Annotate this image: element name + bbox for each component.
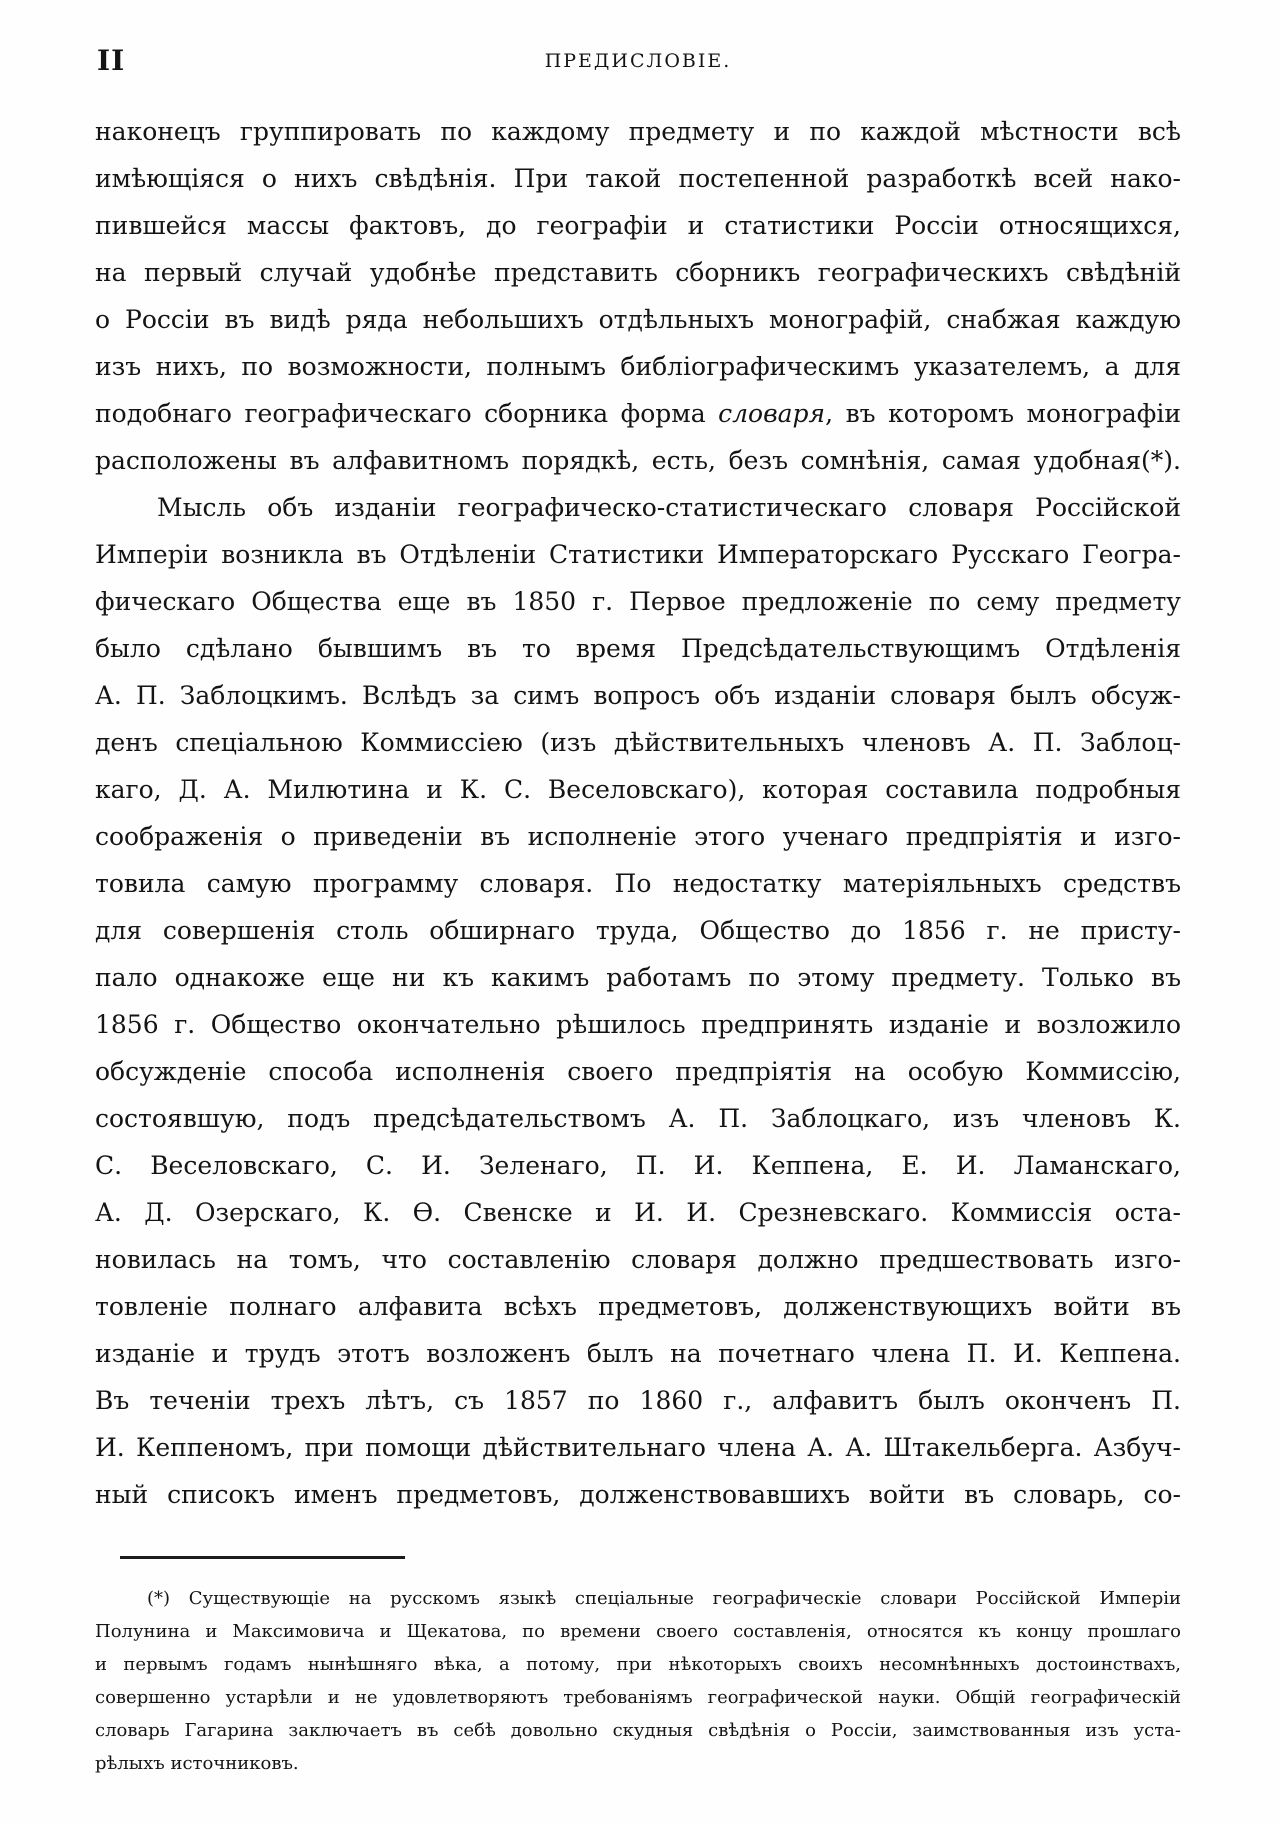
text-line xyxy=(95,437,1181,484)
text-segment: (*) Существующіе на русскомъ языкѣ спеціальные географическіе словари Россійской Имперіи xyxy=(147,1588,1181,1609)
text-line xyxy=(95,719,1181,766)
text-line xyxy=(95,1471,1181,1518)
text-segment: Въ теченіи трехъ лѣтъ, съ 1857 по 1860 г., алфавитъ былъ оконченъ П. xyxy=(95,1386,1181,1415)
text-segment: фическаго Общества еще въ 1850 г. Первое предложеніе по сему предмету xyxy=(95,587,1181,616)
text-segment: обсужденіе способа исполненія своего предпріятія на особую Коммиссію, xyxy=(95,1057,1181,1086)
text-line xyxy=(95,1747,1181,1780)
text-segment: , въ которомъ монографіи xyxy=(825,399,1181,428)
text-segment: и первымъ годамъ нынѣшняго вѣка, а потому, при нѣкоторыхъ своихъ несомнѣнныхъ достоинствахъ, xyxy=(95,1654,1181,1675)
text-line xyxy=(95,1095,1181,1142)
text-segment: Полунина и Максимовича и Щекатова, по времени своего составленія, относятся къ концу прошлаго xyxy=(95,1621,1181,1642)
text-line xyxy=(95,390,1181,437)
text-segment: новилась на томъ, что составленію словаря должно предшествовать изго- xyxy=(95,1245,1181,1274)
text-segment: изданіе и трудъ этотъ возложенъ былъ на почетнаго члена П. И. Кеппена. xyxy=(95,1339,1181,1368)
text-line xyxy=(95,907,1181,954)
text-segment: И. Кеппеномъ, при помощи дѣйствительнаго члена А. А. Штакельберга. Азбуч- xyxy=(95,1433,1181,1462)
text-line xyxy=(95,296,1181,343)
text-line xyxy=(95,1001,1181,1048)
text-segment: подобнаго географическаго сборника форма xyxy=(95,399,719,428)
text-line xyxy=(95,1142,1181,1189)
text-segment: было сдѣлано бывшимъ въ то время Предсѣдательствующимъ Отдѣленія xyxy=(95,634,1181,663)
text-line xyxy=(95,1681,1181,1714)
text-segment: 1856 г. Общество окончательно рѣшилось предпринять изданіе и возложило xyxy=(95,1010,1181,1039)
text-line xyxy=(95,155,1181,202)
text-segment: товленіе полнаго алфавита всѣхъ предметовъ, долженствующихъ войти въ xyxy=(95,1292,1181,1321)
text-segment: соображенія о приведеніи въ исполненіе этого ученаго предпріятія и изго- xyxy=(95,822,1181,851)
page-number: II xyxy=(97,44,126,77)
text-line xyxy=(95,578,1181,625)
page-title: ПРЕДИСЛОВІЕ. xyxy=(544,50,732,72)
footnote-divider xyxy=(120,1556,405,1559)
text-line xyxy=(95,1582,1181,1615)
running-header xyxy=(95,42,1181,82)
text-line xyxy=(95,1048,1181,1095)
text-line xyxy=(95,202,1181,249)
text-line xyxy=(95,1189,1181,1236)
text-segment: С. Веселовскаго, С. И. Зеленаго, П. И. Кеппена, Е. И. Ламанскаго, xyxy=(95,1151,1181,1180)
text-segment: изъ нихъ, по возможности, полнымъ библіографическимъ указателемъ, а для xyxy=(95,352,1181,381)
text-line xyxy=(95,1648,1181,1681)
text-segment: каго, Д. А. Милютина и К. С. Веселовскаго), которая составила подробныя xyxy=(95,775,1181,804)
text-line xyxy=(95,860,1181,907)
text-segment: рѣлыхъ источниковъ. xyxy=(95,1753,299,1774)
text-line xyxy=(95,813,1181,860)
text-line xyxy=(95,1615,1181,1648)
text-segment: для совершенія столь обширнаго труда, Общество до 1856 г. не присту- xyxy=(95,916,1181,945)
text-segment: А. П. Заблоцкимъ. Вслѣдъ за симъ вопросъ объ изданіи словаря былъ обсуж- xyxy=(95,681,1181,710)
text-segment: совершенно устарѣли и не удовлетворяютъ требованіямъ географической науки. Общій географическій xyxy=(95,1687,1181,1708)
text-segment: товила самую программу словаря. По недостатку матеріяльныхъ средствъ xyxy=(95,869,1181,898)
text-segment: Имперіи возникла въ Отдѣленіи Статистики Императорскаго Русскаго Геогра- xyxy=(95,540,1181,569)
text-segment: словарь Гагарина заключаетъ въ себѣ довольно скудныя свѣдѣнія о Россіи, заимствованныя изъ уста- xyxy=(95,1720,1181,1741)
text-line xyxy=(95,625,1181,672)
text-line xyxy=(95,1377,1181,1424)
text-line xyxy=(95,766,1181,813)
text-segment: расположены въ алфавитномъ порядкѣ, есть, безъ сомнѣнія, самая удобная(*). xyxy=(95,446,1181,475)
text-line xyxy=(95,249,1181,296)
text-segment: состоявшую, подъ предсѣдательствомъ А. П. Заблоцкаго, изъ членовъ К. xyxy=(95,1104,1181,1133)
text-line xyxy=(95,531,1181,578)
text-line xyxy=(95,484,1181,531)
text-line xyxy=(95,672,1181,719)
text-segment: пившейся массы фактовъ, до географіи и статистики Россіи относящихся, xyxy=(95,211,1181,240)
text-line xyxy=(95,1330,1181,1377)
text-line xyxy=(95,343,1181,390)
footnote-block xyxy=(95,1582,1181,1780)
text-segment: на первый случай удобнѣе представить сборникъ географическихъ свѣдѣній xyxy=(95,258,1181,287)
text-segment: А. Д. Озерскаго, К. Ѳ. Свенске и И. И. Срезневскаго. Коммиссія оста- xyxy=(95,1198,1181,1227)
italic-text: словаря xyxy=(718,399,826,428)
text-segment: имѣющіяся о нихъ свѣдѣнія. При такой постепенной разработкѣ всей нако- xyxy=(95,164,1181,193)
text-line xyxy=(95,1283,1181,1330)
body-text xyxy=(95,108,1181,1518)
text-line xyxy=(95,108,1181,155)
text-segment: ный списокъ именъ предметовъ, долженствовавшихъ войти въ словарь, со- xyxy=(95,1480,1181,1509)
text-segment: Мысль объ изданіи географическо-статистическаго словаря Россійской xyxy=(157,493,1181,522)
text-line xyxy=(95,1236,1181,1283)
text-segment: пало однакоже еще ни къ какимъ работамъ по этому предмету. Только въ xyxy=(95,963,1181,992)
text-segment: о Россіи въ видѣ ряда небольшихъ отдѣльныхъ монографій, снабжая каждую xyxy=(95,305,1181,334)
text-segment: наконецъ группировать по каждому предмету и по каждой мѣстности всѣ xyxy=(95,117,1181,146)
text-segment: денъ спеціальною Коммиссіею (изъ дѣйствительныхъ членовъ А. П. Заблоц- xyxy=(95,728,1181,757)
text-line xyxy=(95,954,1181,1001)
text-line xyxy=(95,1714,1181,1747)
text-line xyxy=(95,1424,1181,1471)
